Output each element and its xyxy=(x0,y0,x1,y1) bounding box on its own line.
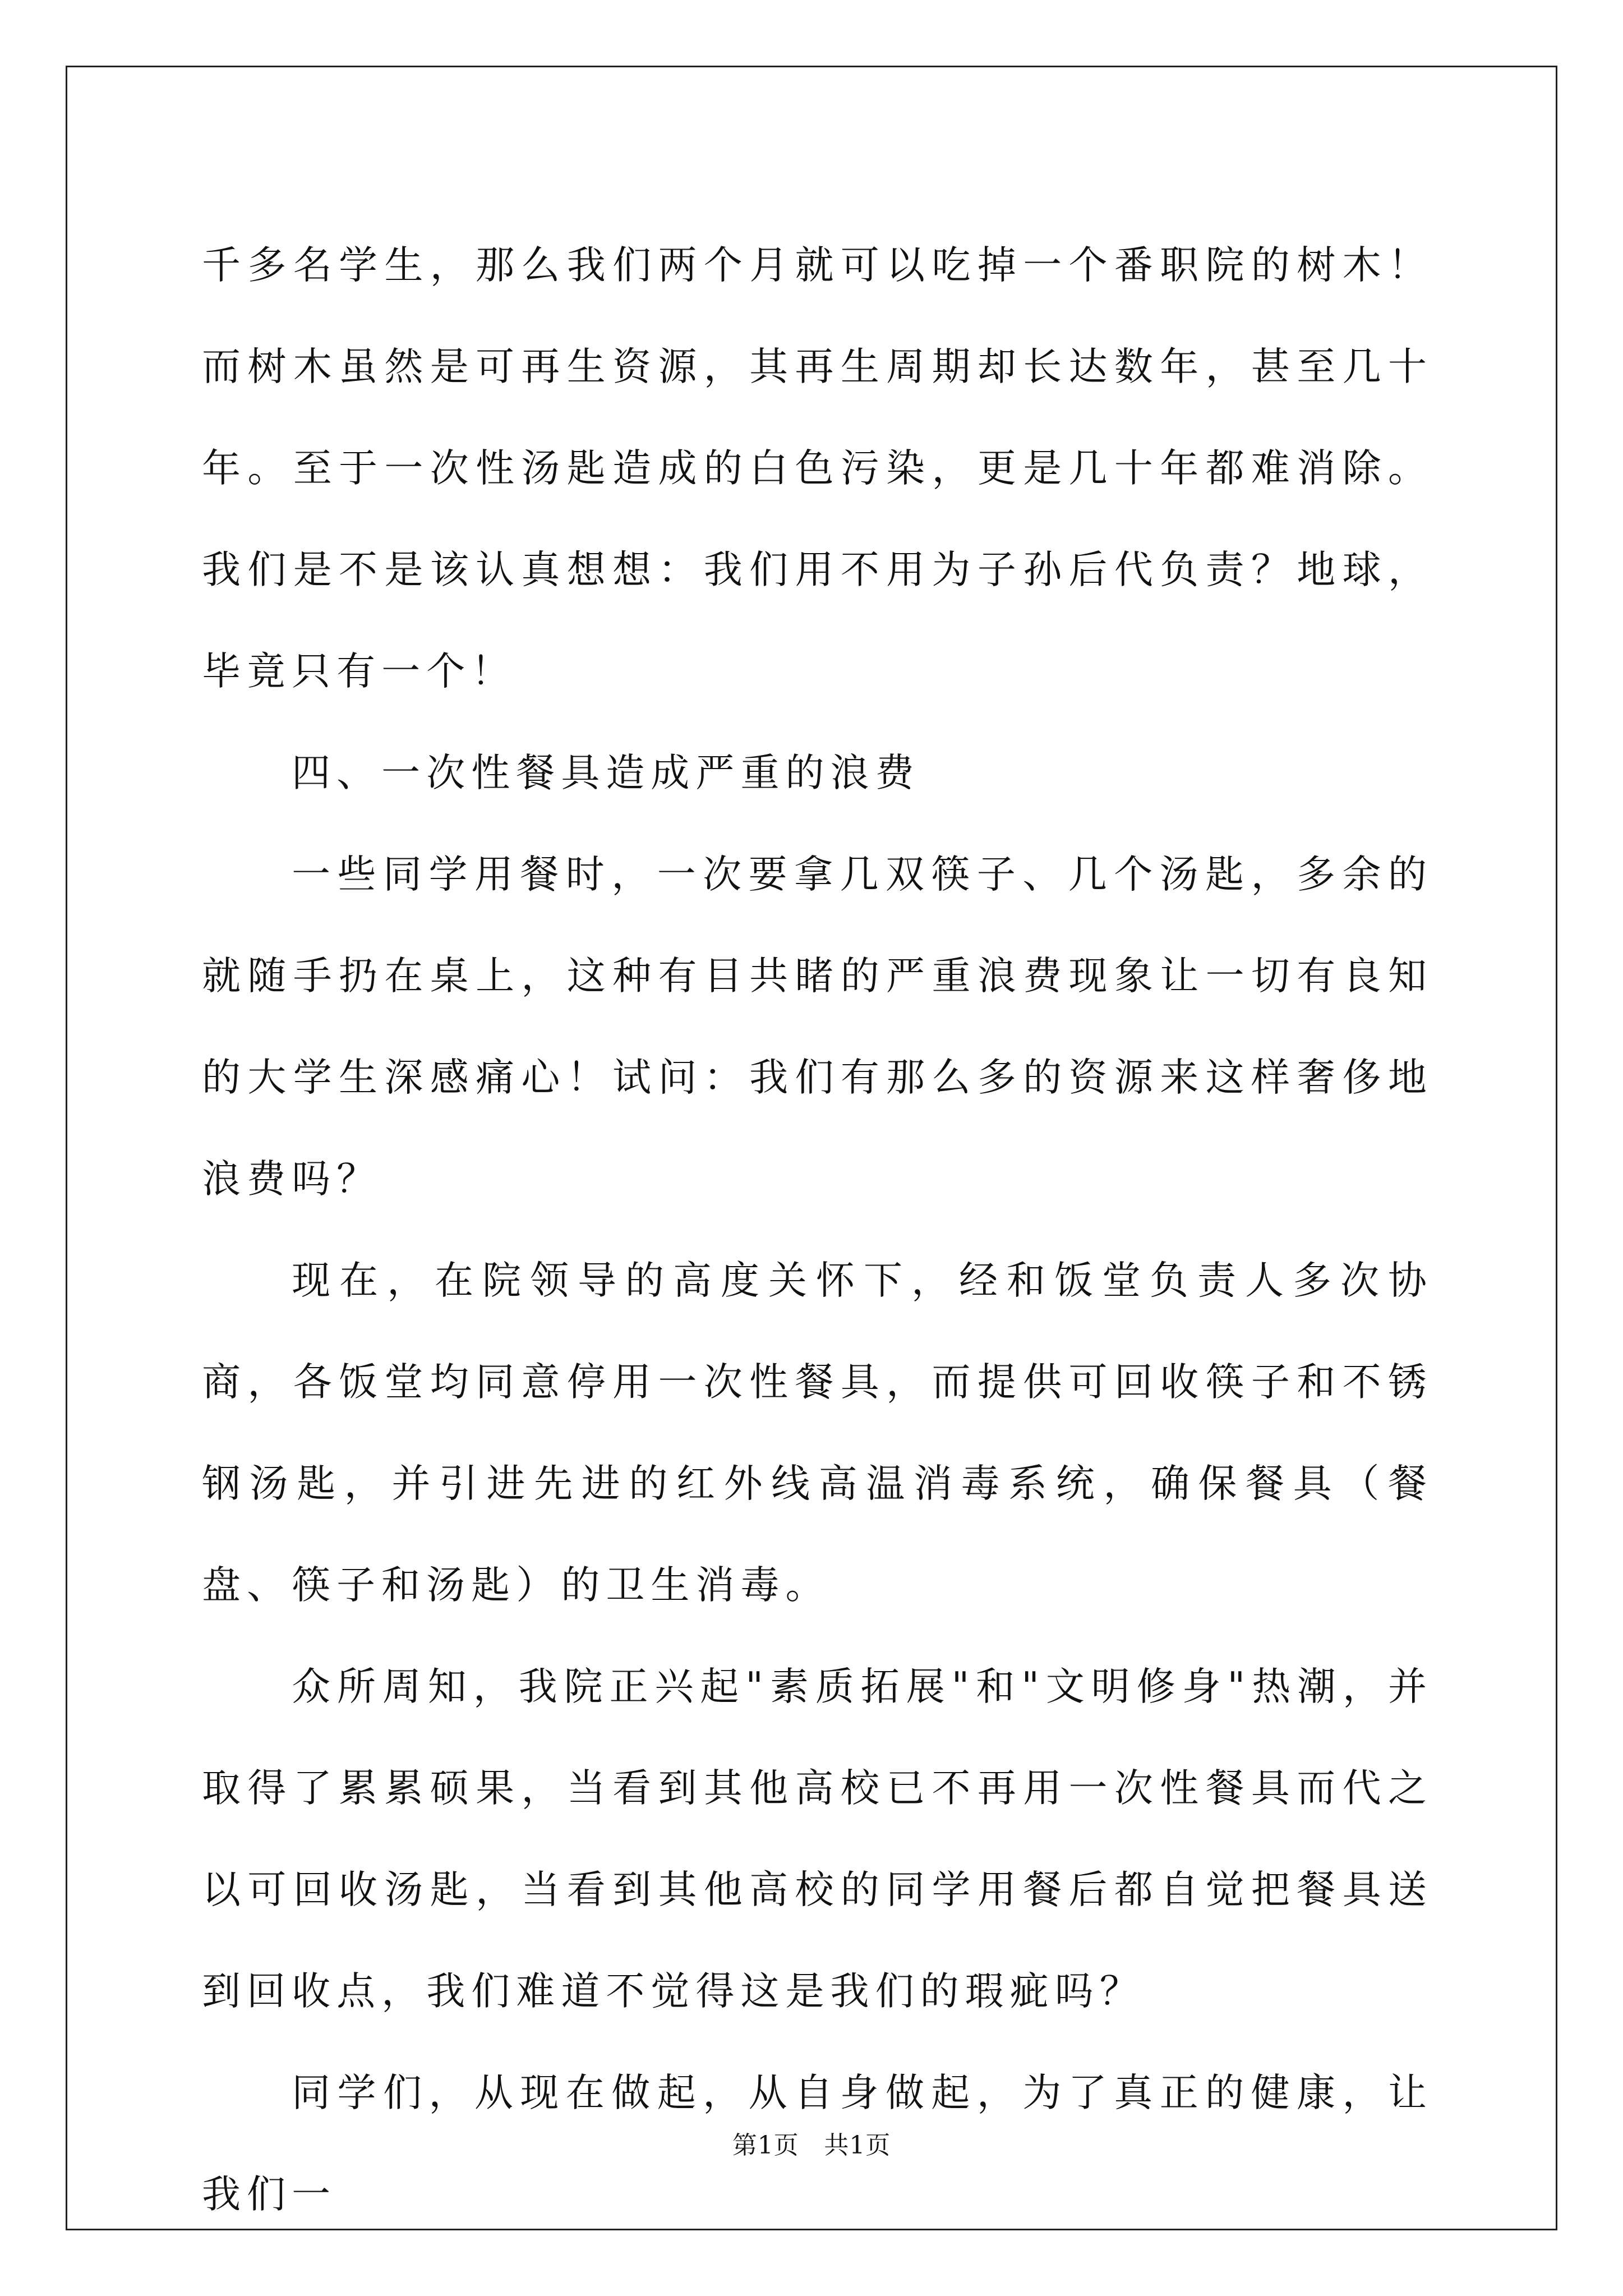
document-body xyxy=(202,215,1433,2246)
paragraph-3: 一些同学用餐时，一次要拿几双筷子、几个汤匙，多余的就随手扔在桌上，这种有目共睹的严重浪费现象让一切有良知的大学生深感痛心！试问：我们有那么多的资源来这样奢侈地浪费吗？ xyxy=(202,852,1433,1202)
paragraph-6: 同学们，从现在做起，从自身做起，为了真正的健康，让我们一 xyxy=(202,2070,1433,2217)
paragraph-2-heading: 四、一次性餐具造成严重的浪费 xyxy=(292,751,920,795)
paragraph-5: 众所周知，我院正兴起"素质拓展"和"文明修身"热潮，并取得了累累硕果，当看到其他高校已不再用一次性餐具而代之以可回收汤匙，当看到其他高校的同学用餐后都自觉把餐具送到回收点，我们难道不觉得这是我们的瑕疵吗？ xyxy=(202,1664,1433,2014)
paragraph-1: 千多名学生，那么我们两个月就可以吃掉一个番职院的树木！而树木虽然是可再生资源，其再生周期却长达数年，甚至几十年。至于一次性汤匙造成的白色污染，更是几十年都难消除。我们是不是该认真想想：我们用不用为子孙后代负责？地球，毕竟只有一个！ xyxy=(202,243,1433,694)
paragraph-4: 现在，在院领导的高度关怀下，经和饭堂负责人多次协商，各饭堂均同意停用一次性餐具，而提供可回收筷子和不锈钢汤匙，并引进先进的红外线高温消毒系统，确保餐具（餐盘、筷子和汤匙）的卫生消毒。 xyxy=(202,1258,1433,1608)
page-footer: 第1页 共1页 xyxy=(732,2131,891,2160)
